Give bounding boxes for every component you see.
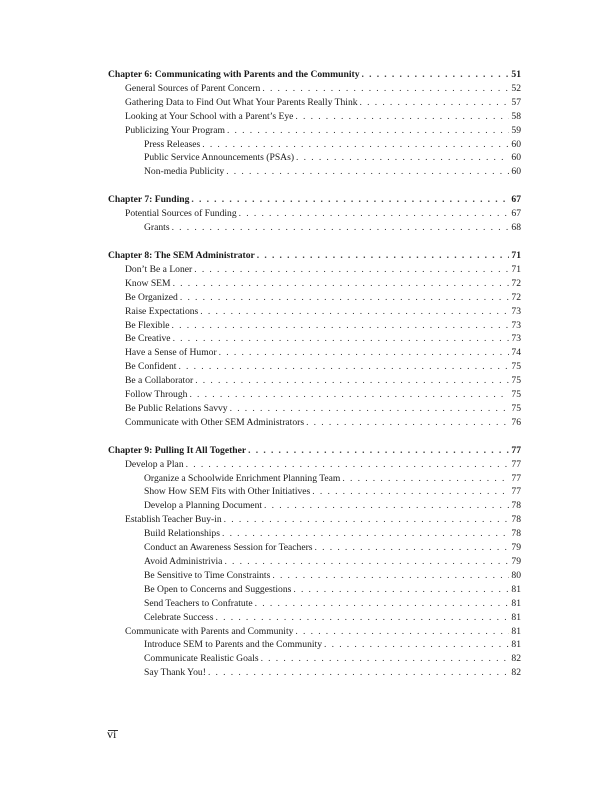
- dot-leader: [208, 666, 509, 680]
- dot-leader: [224, 555, 509, 569]
- dot-leader: [262, 82, 509, 96]
- toc-subsection-entry[interactable]: [108, 165, 521, 179]
- toc-chapter-entry[interactable]: [108, 444, 521, 458]
- toc-subsection-entry[interactable]: [108, 652, 521, 666]
- dot-leader: [342, 472, 509, 486]
- dot-leader: [173, 277, 510, 291]
- toc-section-entry[interactable]: [108, 458, 521, 472]
- toc-section-entry[interactable]: [108, 374, 521, 388]
- toc-entry-title: Show How SEM Fits with Other Initiatives: [144, 486, 311, 498]
- toc-entry-title: Celebrate Success: [144, 611, 214, 623]
- dot-leader: [195, 374, 509, 388]
- toc-entry-title: Non-media Publicity: [144, 166, 225, 178]
- toc-subsection-entry[interactable]: [108, 499, 521, 513]
- toc-page-number: 82: [511, 653, 521, 665]
- toc-page-number: 60: [511, 152, 521, 164]
- dot-leader: [194, 263, 509, 277]
- toc-section-entry[interactable]: [108, 402, 521, 416]
- toc-chapter-block: [108, 193, 521, 235]
- toc-page-number: 72: [511, 291, 521, 303]
- toc-page-number: 80: [511, 569, 521, 581]
- toc-page-number: 71: [511, 249, 521, 261]
- dot-leader: [178, 360, 509, 374]
- toc-page-number: 81: [511, 625, 521, 637]
- toc-section-entry[interactable]: [108, 513, 521, 527]
- dot-leader: [216, 611, 510, 625]
- toc-subsection-entry[interactable]: [108, 666, 521, 680]
- dot-leader: [227, 124, 509, 138]
- toc-entry-title: Know SEM: [125, 277, 171, 289]
- toc-page-number: 78: [511, 514, 521, 526]
- dot-leader: [202, 138, 509, 152]
- toc-chapter-block: [108, 444, 521, 680]
- dot-leader: [224, 513, 510, 527]
- toc-entry-title: Looking at Your School with a Parent’s Eye: [125, 110, 294, 122]
- toc-entry-title: Be Open to Concerns and Suggestions: [144, 583, 292, 595]
- toc-section-entry[interactable]: [108, 291, 521, 305]
- dot-leader: [312, 485, 509, 499]
- toc-entry-title: Grants: [144, 222, 170, 234]
- toc-section-entry[interactable]: [108, 416, 521, 430]
- toc-entry-title: Public Service Announcements (PSAs): [144, 152, 295, 164]
- toc-page-number: 77: [511, 458, 521, 470]
- toc-subsection-entry[interactable]: [108, 151, 521, 165]
- toc-page-number: 71: [511, 263, 521, 275]
- dot-leader: [191, 193, 509, 207]
- toc-section-entry[interactable]: [108, 110, 521, 124]
- toc-entry-title: Chapter 8: The SEM Administrator: [108, 249, 255, 261]
- toc-entry-title: Chapter 7: Funding: [108, 194, 190, 206]
- toc-chapter-entry[interactable]: [108, 193, 521, 207]
- dot-leader: [324, 638, 509, 652]
- toc-section-entry[interactable]: [108, 360, 521, 374]
- page-number: vi: [107, 727, 117, 741]
- toc-entry-title: Potential Sources of Funding: [125, 208, 237, 220]
- toc-page-number: 52: [511, 82, 521, 94]
- toc-entry-title: Chapter 6: Communicating with Parents and the Community: [108, 69, 360, 80]
- dot-leader: [296, 151, 509, 165]
- dot-leader: [186, 458, 510, 472]
- toc-page-number: 59: [511, 124, 521, 136]
- toc-page-number: 74: [511, 347, 521, 359]
- toc-entry-title: Raise Expectations: [125, 305, 199, 317]
- toc-subsection-entry[interactable]: [108, 138, 521, 152]
- toc-entry-title: Be Creative: [125, 333, 171, 345]
- toc-chapter-entry[interactable]: [108, 249, 521, 263]
- toc-section-entry[interactable]: [108, 263, 521, 277]
- toc-entry-title: Develop a Plan: [125, 458, 184, 470]
- dot-leader: [219, 346, 510, 360]
- toc-page-number: 81: [511, 597, 521, 609]
- toc-entry-title: Don’t Be a Loner: [125, 263, 193, 275]
- toc-subsection-entry[interactable]: [108, 638, 521, 652]
- dot-leader: [230, 402, 510, 416]
- toc-entry-title: Be Organized: [125, 291, 178, 303]
- toc-entry-title: Be Sensitive to Time Constraints: [144, 569, 271, 581]
- dot-leader: [173, 332, 510, 346]
- toc-subsection-entry[interactable]: [108, 527, 521, 541]
- toc-section-entry[interactable]: [108, 625, 521, 639]
- toc-section-entry[interactable]: [108, 305, 521, 319]
- table-of-contents: [108, 68, 521, 694]
- dot-leader: [239, 207, 510, 221]
- toc-section-entry[interactable]: [108, 124, 521, 138]
- toc-entry-title: Communicate with Other SEM Administrators: [125, 416, 305, 428]
- toc-page-number: 79: [511, 542, 521, 554]
- dot-leader: [315, 541, 510, 555]
- dot-leader: [222, 527, 509, 541]
- toc-subsection-entry[interactable]: [108, 485, 521, 499]
- toc-section-entry[interactable]: [108, 277, 521, 291]
- toc-page-number: 67: [511, 194, 521, 206]
- toc-entry-title: Follow Through: [125, 389, 188, 401]
- toc-page-number: 68: [511, 222, 521, 234]
- toc-section-entry[interactable]: [108, 96, 521, 110]
- toc-entry-title: Send Teachers to Confratute: [144, 597, 253, 609]
- dot-leader: [189, 388, 509, 402]
- toc-page-number: 82: [511, 667, 521, 679]
- toc-subsection-entry[interactable]: [108, 611, 521, 625]
- toc-page-number: 75: [511, 361, 521, 373]
- toc-page-number: 77: [511, 472, 521, 484]
- toc-chapter-block: [108, 249, 521, 430]
- toc-entry-title: Be Flexible: [125, 319, 170, 331]
- toc-page-number: 67: [511, 208, 521, 220]
- dot-leader: [172, 319, 510, 333]
- toc-page-number: 75: [511, 375, 521, 387]
- toc-page-number: 51: [511, 69, 521, 80]
- toc-entry-title: Introduce SEM to Parents and the Community: [144, 639, 322, 651]
- toc-subsection-entry[interactable]: [108, 472, 521, 486]
- toc-page-number: 75: [511, 389, 521, 401]
- toc-entry-title: General Sources of Parent Concern: [125, 82, 261, 94]
- toc-entry-title: Be Public Relations Savvy: [125, 402, 228, 414]
- toc-subsection-entry[interactable]: [108, 583, 521, 597]
- dot-leader: [180, 291, 510, 305]
- toc-entry-title: Communicate with Parents and Community: [125, 625, 294, 637]
- toc-entry-title: Develop a Planning Document: [144, 500, 263, 512]
- toc-entry-title: Chapter 9: Pulling It All Together: [108, 444, 247, 456]
- toc-subsection-entry[interactable]: [108, 569, 521, 583]
- dot-leader: [295, 110, 509, 124]
- toc-entry-title: Have a Sense of Humor: [125, 347, 217, 359]
- toc-section-entry[interactable]: [108, 82, 521, 96]
- toc-page-number: 81: [511, 583, 521, 595]
- toc-entry-title: Say Thank You!: [144, 667, 206, 679]
- toc-subsection-entry[interactable]: [108, 221, 521, 235]
- dot-leader: [257, 249, 510, 263]
- toc-page-number: 73: [511, 305, 521, 317]
- toc-entry-title: Gathering Data to Find Out What Your Parents Really Think: [125, 96, 358, 108]
- toc-subsection-entry[interactable]: [108, 555, 521, 569]
- dot-leader: [248, 444, 509, 458]
- dot-leader: [295, 625, 509, 639]
- dot-leader: [172, 221, 510, 235]
- toc-page-number: 81: [511, 639, 521, 651]
- dot-leader: [261, 652, 510, 666]
- dot-leader: [200, 305, 509, 319]
- toc-subsection-entry[interactable]: [108, 541, 521, 555]
- toc-page-number: 73: [511, 333, 521, 345]
- toc-chapter-block: [108, 68, 521, 179]
- toc-entry-title: Publicizing Your Program: [125, 124, 225, 136]
- toc-page-number: 78: [511, 500, 521, 512]
- toc-entry-title: Be Confident: [125, 361, 177, 373]
- toc-section-entry[interactable]: [108, 346, 521, 360]
- dot-leader: [362, 68, 510, 82]
- toc-page-number: 81: [511, 611, 521, 623]
- toc-subsection-entry[interactable]: [108, 597, 521, 611]
- toc-entry-title: Avoid Administrivia: [144, 556, 223, 567]
- toc-page-number: 79: [511, 556, 521, 567]
- toc-entry-title: Build Relationships: [144, 528, 220, 540]
- dot-leader: [293, 583, 509, 597]
- toc-section-entry[interactable]: [108, 319, 521, 333]
- dot-leader: [360, 96, 510, 110]
- toc-page-number: 75: [511, 402, 521, 414]
- dot-leader: [306, 416, 509, 430]
- toc-page-number: 77: [511, 486, 521, 498]
- toc-entry-title: Conduct an Awareness Session for Teachers: [144, 542, 313, 554]
- toc-chapter-entry[interactable]: [108, 68, 521, 82]
- dot-leader: [264, 499, 509, 513]
- toc-entry-title: Establish Teacher Buy-in: [125, 514, 222, 526]
- toc-page-number: 76: [511, 416, 521, 428]
- dot-leader: [255, 597, 510, 611]
- dot-leader: [226, 165, 509, 179]
- toc-page-number: 72: [511, 277, 521, 289]
- toc-page-number: 58: [511, 110, 521, 122]
- toc-page-number: 57: [511, 96, 521, 108]
- dot-leader: [272, 569, 509, 583]
- toc-page-number: 77: [511, 444, 521, 456]
- toc-section-entry[interactable]: [108, 388, 521, 402]
- toc-entry-title: Be a Collaborator: [125, 375, 194, 387]
- toc-entry-title: Press Releases: [144, 138, 201, 150]
- toc-section-entry[interactable]: [108, 207, 521, 221]
- toc-entry-title: Communicate Realistic Goals: [144, 653, 259, 665]
- toc-page-number: 60: [511, 138, 521, 150]
- toc-entry-title: Organize a Schoolwide Enrichment Planning Team: [144, 472, 341, 484]
- toc-page-number: 73: [511, 319, 521, 331]
- toc-section-entry[interactable]: [108, 332, 521, 346]
- toc-page-number: 60: [511, 166, 521, 178]
- toc-page-number: 78: [511, 528, 521, 540]
